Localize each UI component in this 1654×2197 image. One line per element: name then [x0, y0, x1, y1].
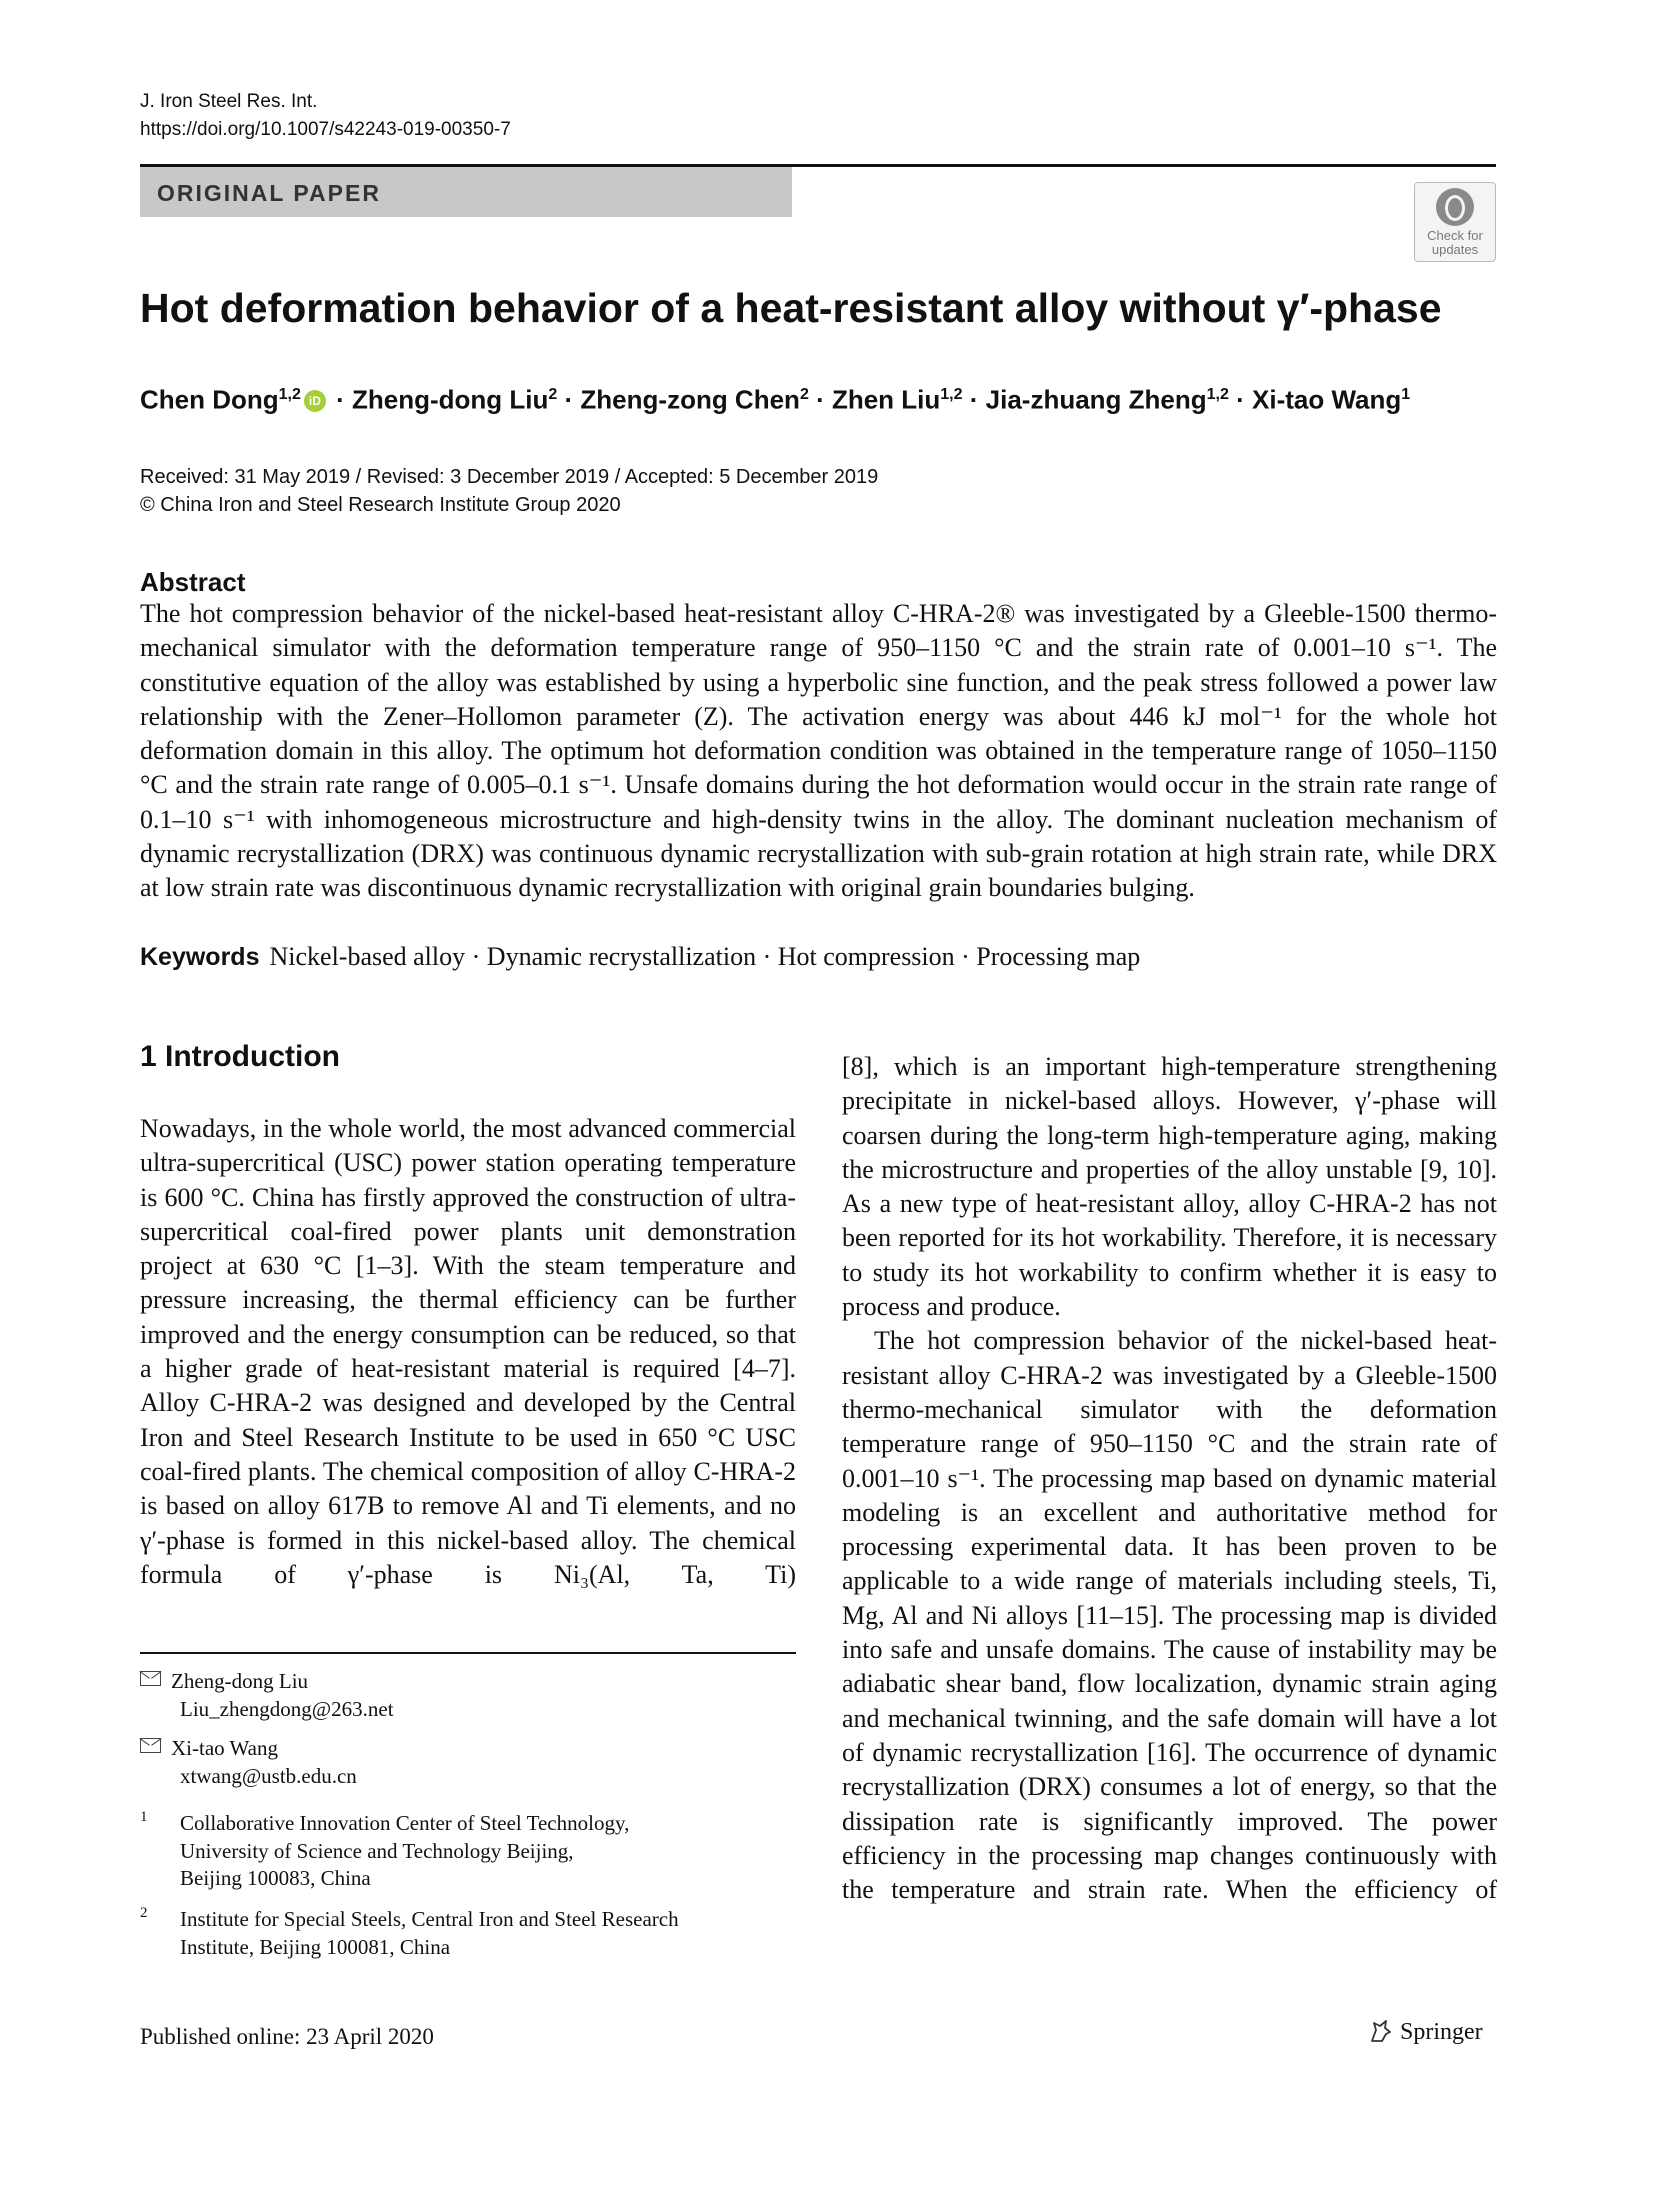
author-affiliation: 1: [1401, 386, 1411, 403]
copyright-line: © China Iron and Steel Research Institute Group 2020: [140, 494, 621, 516]
contact-author-2: [140, 1735, 357, 1790]
keywords: [140, 940, 1140, 974]
check-for-updates-label: Check for updates: [1427, 228, 1483, 257]
contact-author-1: [140, 1668, 394, 1723]
keywords-label: Keywords: [140, 943, 260, 971]
affiliation-line: University of Science and Technology Beijing,: [180, 1838, 574, 1863]
paper-type-banner: [140, 167, 792, 217]
author-list: Chen Dong$^{1,2}$ iD · Zheng-dong Liu$^2$ · Zheng-zong Chen$^2$ · Zhen Liu$^{1,2}$ · Jia-zhuang Zheng$^{1,2}$ · Xi-tao Wang$^1$: [140, 384, 1411, 415]
paper-type-label: ORIGINAL PAPER: [157, 180, 381, 206]
author-name[interactable]: Zheng-dong Liu: [352, 384, 549, 415]
doi-link[interactable]: https://doi.org/10.1007/s42243-019-00350-7: [140, 119, 511, 140]
abstract-text: The hot compression behavior of the nickel-based heat-resistant alloy C-HRA-2® was investigated by a Gleeble-1500 thermo-mechanical simulator with the deformation temperature range of 950–1150 °C and the strain rate of 0.001–10 s⁻¹. The constitutive equation of the alloy was established by using a hyperbolic sine function, and the peak stress followed a power law relationship with the Zener–Hollomon parameter (Z). The activation energy was about 446 kJ mol⁻¹ for the whole hot deformation domain in this alloy. The optimum hot deformation condition was obtained in the temperature range of 1050–1150 °C and the strain rate range of 0.005–0.1 s⁻¹. Unsafe domains during the hot deformation would occur in the strain rate range of 0.1–10 s⁻¹ with inhomogeneous microstructure and high-density twins in the alloy. The dominant nucleation mechanism of dynamic recrystallization (DRX) was continuous dynamic recrystallization with sub-grain rotation at high strain rate, while DRX at low strain rate was discontinuous dynamic recrystallization with original grain boundaries bulging.: [140, 599, 1497, 903]
article-history: [140, 463, 878, 519]
journal-name: J. Iron Steel Res. Int.: [140, 91, 318, 112]
author-name[interactable]: Chen Dong: [140, 384, 279, 415]
affiliation-number: 1: [140, 1809, 148, 1825]
section-heading-introduction: 1 Introduction: [140, 1040, 340, 1073]
contact-name: Zheng-dong Liu: [171, 1669, 309, 1693]
affiliation-line: Institute for Special Steels, Central Iron and Steel Research: [180, 1907, 679, 1931]
affiliation-2: [140, 1906, 800, 1961]
affiliation-line: Institute, Beijing 100081, China: [180, 1934, 451, 1959]
author-affiliation: 1,2: [1206, 386, 1229, 403]
springer-horse-icon: [1368, 2018, 1394, 2044]
bookmark-icon: [1436, 188, 1474, 226]
journal-header: [140, 88, 511, 144]
footnote-rule: [140, 1652, 796, 1654]
affiliation-1: [140, 1810, 800, 1893]
author-affiliation: 1,2: [940, 386, 963, 403]
orcid-icon[interactable]: iD: [304, 390, 326, 412]
intro-paragraph: The hot compression behavior of the nickel-based heat-resistant alloy C-HRA-2 was investigated by a Gleeble-1500 thermo-mechanical simulator with the deformation temperature range of 950–1150 °C and the strain rate of 0.001–10 s⁻¹. The processing map based on dynamic material modeling is an excellent and authoritative method for processing experimental data. It has been proven to be applicable to a wide range of materials including steels, Ti, Mg, Al and Ni alloys [11–15]. The processing map is divided into safe and unsafe domains. The cause of instability may be adiabatic shear band, flow localization, dynamic strain aging and mechanical twinning, and the safe domain will have a lot of dynamic recrystallization [16]. The occurrence of dynamic recrystallization (DRX) consumes a lot of energy, so that the dissipation rate is significantly improved. The power efficiency in the processing map changes continuously with the temperature and strain rate. When the efficiency of: [842, 1326, 1497, 1905]
intro-right-column: [842, 1050, 1497, 1907]
author-affiliation: 2: [799, 386, 809, 403]
intro-paragraph: [8], which is an important high-temperature strengthening precipitate in nickel-based alloys. However, γ′-phase will coarsen during the long-term high-temperature aging, making the microstructure and properties of the alloy unstable [9, 10]. As a new type of heat-resistant alloy, alloy C-HRA-2 has not been reported for its hot workability. Therefore, it is necessary to study its hot workability to confirm whether it is easy to process and produce.: [842, 1052, 1497, 1322]
author-name[interactable]: Zhen Liu: [831, 384, 941, 415]
affiliation-line: Beijing 100083, China: [180, 1866, 371, 1890]
author-affiliation: 1,2: [278, 386, 301, 403]
intro-left-column: [140, 1112, 796, 1592]
publisher-logo: [1368, 2018, 1483, 2046]
dates-line: Received: 31 May 2019 / Revised: 3 December 2019 / Accepted: 5 December 2019: [140, 466, 879, 488]
author-affiliation: 2: [548, 386, 558, 403]
keywords-list: Nickel-based alloy · Dynamic recrystallization · Hot compression · Processing map: [269, 942, 1141, 971]
contact-email[interactable]: xtwang@ustb.edu.cn: [180, 1763, 357, 1788]
paper-title: Hot deformation behavior of a heat-resistant alloy without γ′-phase: [140, 285, 1442, 331]
abstract-heading: Abstract: [140, 567, 246, 597]
contact-email[interactable]: Liu_zhengdong@263.net: [180, 1696, 394, 1721]
contact-name: Xi-tao Wang: [171, 1736, 278, 1760]
published-online: Published online: 23 April 2020: [140, 2024, 434, 2049]
author-name[interactable]: Zheng-zong Chen: [580, 384, 800, 415]
affiliation-line: Collaborative Innovation Center of Steel Technology,: [180, 1811, 630, 1835]
author-name[interactable]: Jia-zhuang Zheng: [985, 384, 1207, 415]
affiliation-number: 2: [140, 1905, 148, 1921]
publisher-name: Springer: [1400, 2019, 1483, 2045]
intro-paragraph: Nowadays, in the whole world, the most advanced commercial ultra-supercritical (USC) power station operating temperature is 600 °C. China has firstly approved the construction of ultra-supercritical coal-fired power plants unit demonstration project at 630 °C [1–3]. With the steam temperature and pressure increasing, the thermal efficiency can be further improved and the energy consumption can be reduced, so that a higher grade of heat-resistant material is required [4–7]. Alloy C-HRA-2 was designed and developed by the Central Iron and Steel Research Institute to be used in 650 °C USC coal-fired plants. The chemical composition of alloy C-HRA-2 is based on alloy 617B to remove Al and Ti elements, and no γ′-phase is formed in this nickel-based alloy. The chemical formula of γ′-phase is Ni₃(Al, Ta, Ti): [140, 1114, 796, 1589]
email-icon: [140, 1738, 161, 1753]
email-icon: [140, 1671, 161, 1686]
check-for-updates-badge[interactable]: [1414, 182, 1496, 262]
author-name[interactable]: Xi-tao Wang: [1252, 384, 1402, 415]
